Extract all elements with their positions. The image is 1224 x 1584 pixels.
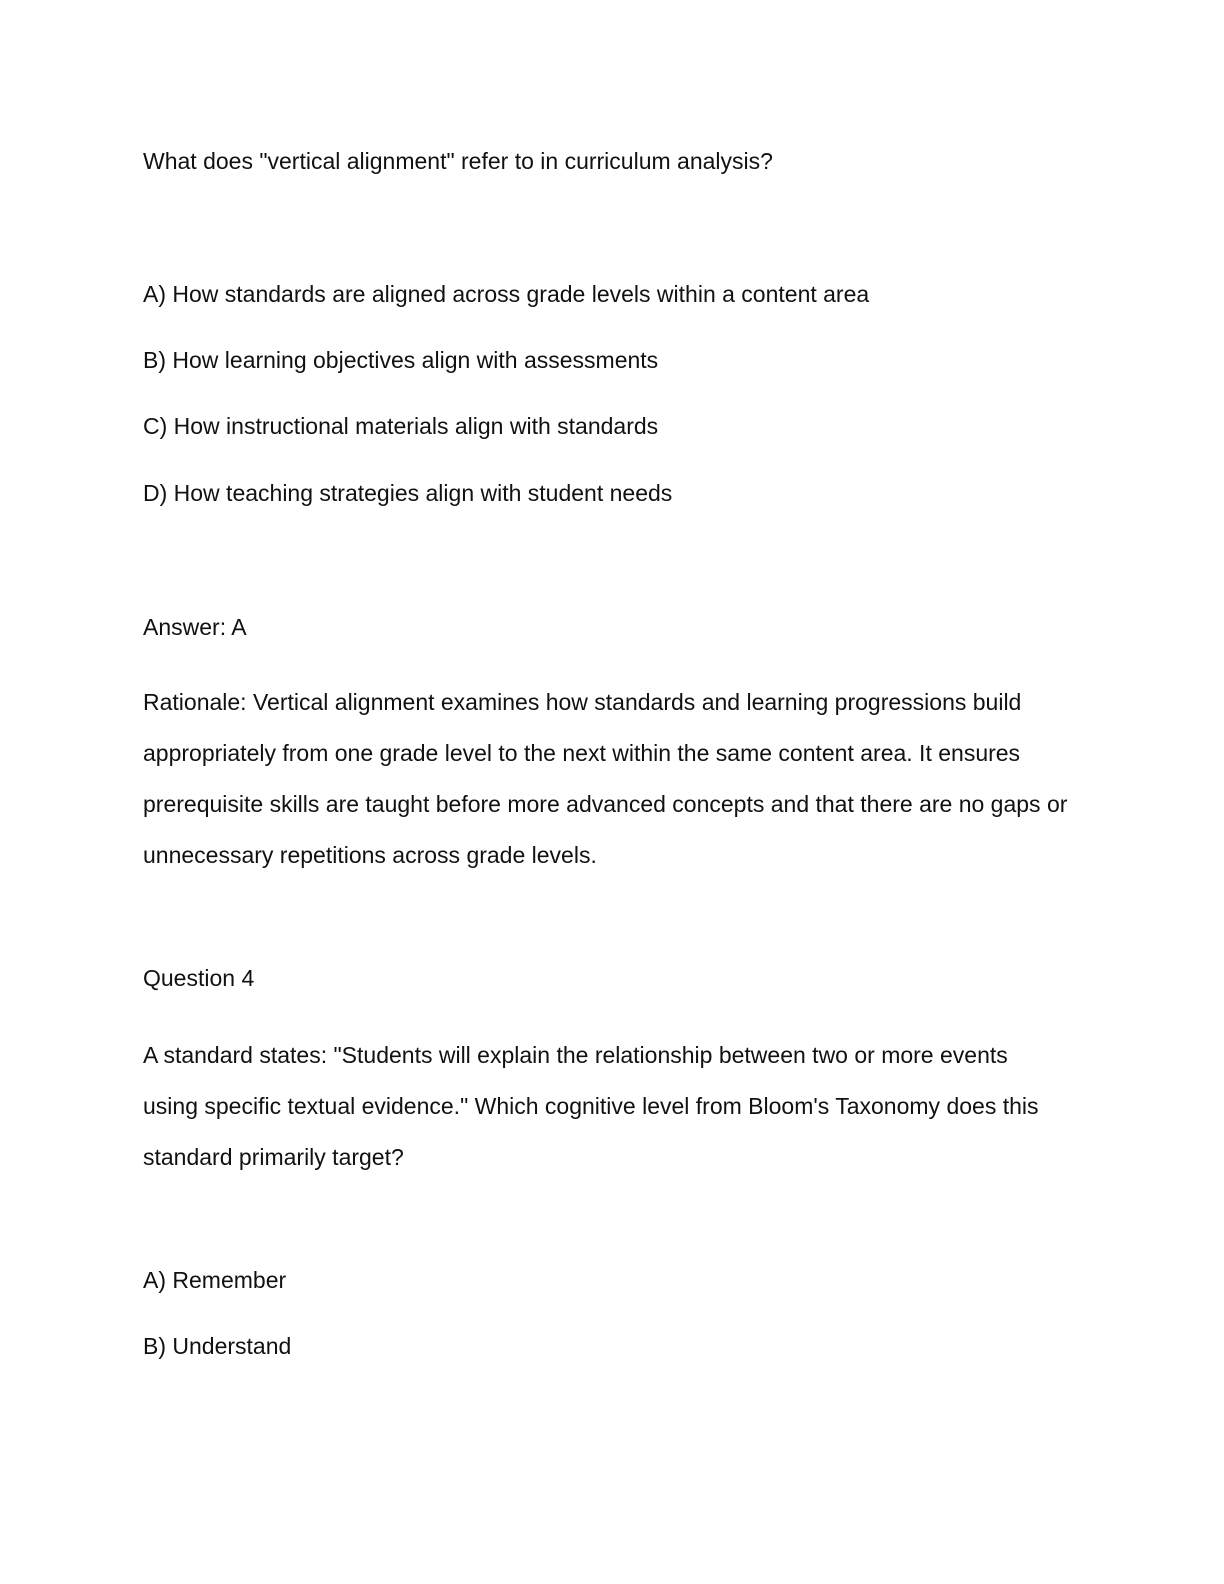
answer-line: Answer: A [143, 614, 247, 640]
option-d: D) How teaching strategies align with student needs [143, 480, 673, 506]
q4-option-a: A) Remember [143, 1267, 287, 1293]
question-4-heading: Question 4 [143, 965, 255, 991]
rationale-paragraph: Rationale: Vertical alignment examines how standards and learning progressions build appropriately from one grade level to the next within the same content area. It ensures prerequisite skills are taught before more advanced concepts and that there are no gaps or unnecessary repetitions across grade levels. [143, 689, 1068, 868]
option-b: B) How learning objectives align with assessments [143, 347, 659, 373]
question-3-text: What does "vertical alignment" refer to in curriculum analysis? [143, 148, 773, 174]
option-a: A) How standards are aligned across grade levels within a content area [143, 281, 870, 307]
option-c: C) How instructional materials align with standards [143, 413, 659, 439]
question-4-text: A standard states: "Students will explain the relationship between two or more events using specific textual evidence." Which cognitive level from Bloom's Taxonomy does this standard primarily target? [143, 1042, 1039, 1170]
q4-option-b: B) Understand [143, 1333, 292, 1359]
